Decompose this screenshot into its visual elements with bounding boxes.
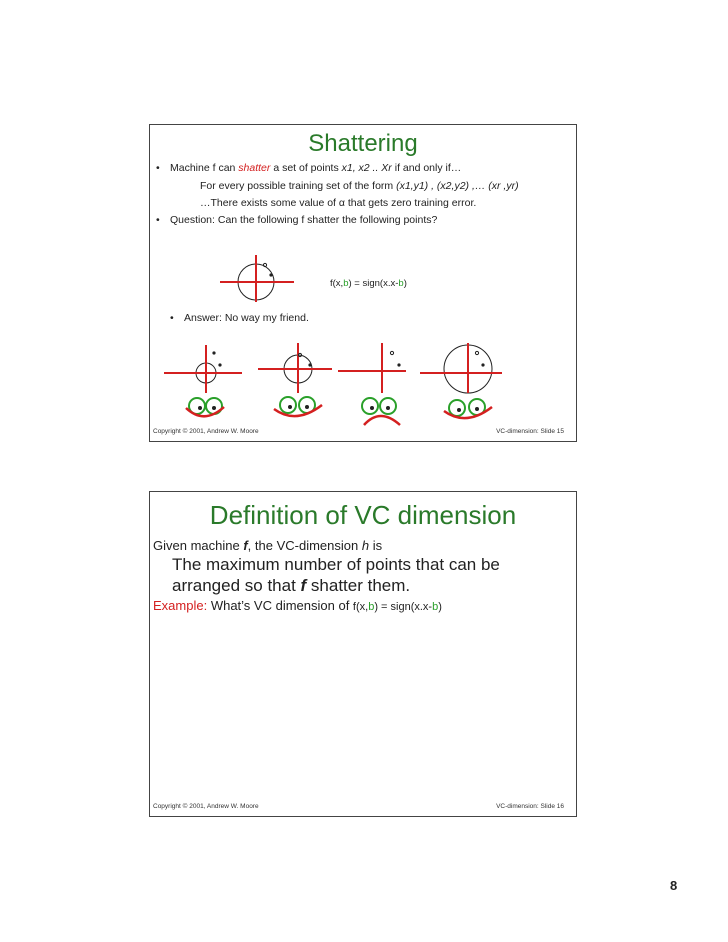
footer-copyright: Copyright © 2001, Andrew W. Moore: [153, 803, 259, 810]
sub-line-alpha: …There exists some value of α that gets zero training error.: [200, 197, 477, 209]
page-number: 8: [670, 878, 678, 893]
sub-line-training-set: For every possible training set of the form (x1,y1) , (x2,y2) ,… (xr ,yr): [200, 180, 519, 192]
definition-intro: Given machine f, the VC-dimension h is: [153, 538, 383, 553]
formula: f(x,b) = sign(x.x-b): [330, 278, 407, 289]
footer-slide-number: VC-dimension: Slide 15: [496, 428, 564, 435]
bullet-question: • Question: Can the following f shatter the following points?: [156, 214, 438, 226]
footer-copyright: Copyright © 2001, Andrew W. Moore: [153, 428, 259, 435]
slide-title: Shattering: [308, 130, 418, 157]
slide-15: [149, 124, 577, 442]
slide-title: Definition of VC dimension: [209, 500, 517, 530]
footer-slide-number: VC-dimension: Slide 16: [496, 803, 564, 810]
slide-16: [149, 491, 577, 817]
example-line: Example: What’s VC dimension of f(x,b) = sign(x.x-b): [153, 598, 442, 613]
definition-line-1: The maximum number of points that can be: [172, 555, 500, 574]
bullet-shatter-definition: • Machine f can shatter a set of points x1, x2 .. Xr if and only if…: [156, 162, 462, 174]
definition-line-2: arranged so that f shatter them.: [172, 576, 411, 595]
bullet-answer: • Answer: No way my friend.: [170, 312, 309, 324]
